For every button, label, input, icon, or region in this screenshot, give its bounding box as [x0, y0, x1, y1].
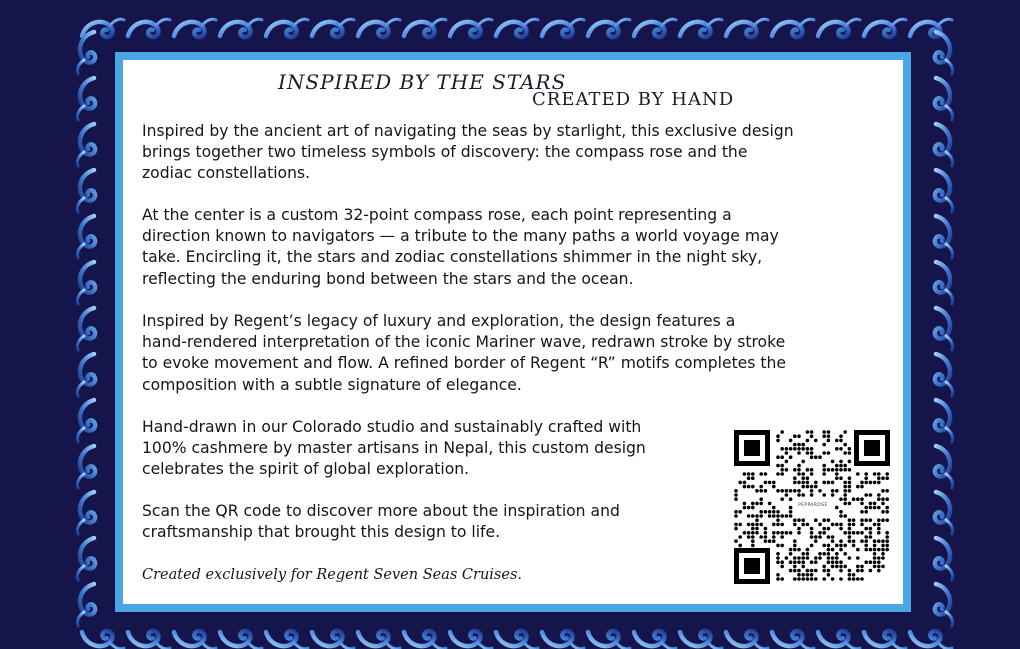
wave-swirl-icon	[266, 631, 308, 649]
wave-swirl-icon	[220, 631, 262, 649]
headline-created: CREATED BY HAND	[532, 89, 735, 110]
wave-swirl-icon	[174, 631, 216, 649]
wave-swirl-icon	[935, 354, 953, 396]
wave-swirl-icon	[77, 584, 95, 626]
wave-swirl-icon	[935, 446, 953, 488]
paragraph-line: to evoke movement and flow. A refined border of Regent “R” motifs completes the	[142, 354, 786, 373]
wave-swirl-icon	[312, 19, 354, 37]
qr-code-icon[interactable]	[734, 430, 890, 584]
wave-swirl-icon	[910, 19, 952, 37]
paragraph-line: Scan the QR code to discover more about the inspiration and	[142, 502, 620, 520]
wave-swirl-icon	[542, 631, 584, 649]
paragraph-line: At the center is a custom 32-point compass rose, each point representing a	[142, 206, 732, 224]
paragraph-line: brings together two timeless symbols of discovery: the compass rose and the	[142, 143, 748, 162]
wave-swirl-icon	[450, 19, 492, 37]
wave-swirl-icon	[266, 19, 308, 37]
wave-swirl-icon	[935, 78, 953, 120]
paragraph-line: reflecting the enduring bond between the stars and the ocean.	[142, 269, 634, 288]
qr-logo-text: PEPPAROSE	[798, 503, 828, 508]
wave-swirl-icon	[77, 492, 95, 534]
wave-swirl-icon	[935, 124, 953, 166]
wave-swirl-icon	[726, 19, 768, 37]
paragraph-line: craftsmanship that brought this design to life.	[142, 523, 501, 542]
wave-swirl-icon	[772, 19, 814, 37]
paragraph-line: zodiac constellations.	[142, 164, 311, 183]
wave-swirl-icon	[910, 631, 952, 649]
wave-swirl-icon	[935, 538, 953, 580]
paragraph-line: Inspired by the ancient art of navigating the seas by starlight, this exclusive design	[142, 122, 794, 140]
paragraph-line: 100% cashmere by master artisans in Nepal, this custom design	[142, 439, 646, 458]
paragraph-line: celebrates the spirit of global exploration.	[142, 460, 470, 479]
wave-swirl-icon	[588, 19, 630, 37]
paragraph-legacy	[142, 311, 786, 396]
wave-swirl-icon	[935, 262, 953, 304]
wave-swirl-icon	[82, 631, 124, 649]
wave-swirl-icon	[680, 631, 722, 649]
wave-swirl-icon	[680, 19, 722, 37]
wave-swirl-icon	[496, 19, 538, 37]
paragraph-intro	[142, 121, 794, 185]
paragraph-line: hand-rendered interpretation of the iconic Mariner wave, redrawn stroke by stroke	[142, 333, 786, 352]
wave-swirl-icon	[864, 631, 906, 649]
wave-swirl-icon	[77, 354, 95, 396]
wave-swirl-icon	[77, 216, 95, 258]
wave-swirl-icon	[588, 631, 630, 649]
wave-swirl-icon	[935, 170, 953, 212]
wave-swirl-icon	[935, 216, 953, 258]
wave-swirl-icon	[634, 631, 676, 649]
wave-swirl-icon	[77, 308, 95, 350]
wave-swirl-icon	[358, 631, 400, 649]
wave-swirl-icon	[77, 170, 95, 212]
wave-swirl-icon	[404, 19, 446, 37]
paragraph-craft	[142, 417, 646, 481]
wave-swirl-icon	[220, 19, 262, 37]
wave-swirl-icon	[358, 19, 400, 37]
wave-swirl-icon	[174, 19, 216, 37]
wave-swirl-icon	[542, 19, 584, 37]
wave-swirl-icon	[935, 584, 953, 626]
paragraph-line: composition with a subtle signature of elegance.	[142, 375, 522, 394]
wave-swirl-icon	[935, 400, 953, 442]
wave-swirl-icon	[935, 492, 953, 534]
wave-swirl-icon	[726, 631, 768, 649]
paragraph-line: Hand-drawn in our Colorado studio and sustainably crafted with	[142, 418, 642, 436]
wave-swirl-icon	[404, 631, 446, 649]
wave-swirl-icon	[935, 308, 953, 350]
wave-swirl-icon	[77, 32, 95, 74]
wave-swirl-icon	[818, 631, 860, 649]
headline-inspired: INSPIRED BY THE STARS	[278, 70, 567, 94]
wave-swirl-icon	[77, 400, 95, 442]
paragraph-line: direction known to navigators — a tribute to the many paths a world voyage may	[142, 227, 779, 246]
paragraph-line: Inspired by Regent’s legacy of luxury and exploration, the design features a	[142, 312, 736, 330]
paragraph-line: take. Encircling it, the stars and zodiac constellations shimmer in the night sky,	[142, 248, 763, 267]
wave-swirl-icon	[128, 19, 170, 37]
wave-swirl-icon	[634, 19, 676, 37]
wave-swirl-icon	[864, 19, 906, 37]
wave-swirl-icon	[312, 631, 354, 649]
wave-swirl-icon	[450, 631, 492, 649]
paragraph-scan	[142, 501, 620, 543]
wave-swirl-icon	[772, 631, 814, 649]
paragraph-compass	[142, 205, 779, 290]
wave-swirl-icon	[496, 631, 538, 649]
wave-swirl-icon	[77, 124, 95, 166]
wave-swirl-icon	[77, 78, 95, 120]
wave-swirl-icon	[77, 262, 95, 304]
wave-swirl-icon	[77, 538, 95, 580]
wave-swirl-icon	[77, 446, 95, 488]
wave-swirl-icon	[818, 19, 860, 37]
tagline: Created exclusively for Regent Seven Seas Cruises.	[142, 567, 522, 583]
wave-swirl-icon	[128, 631, 170, 649]
